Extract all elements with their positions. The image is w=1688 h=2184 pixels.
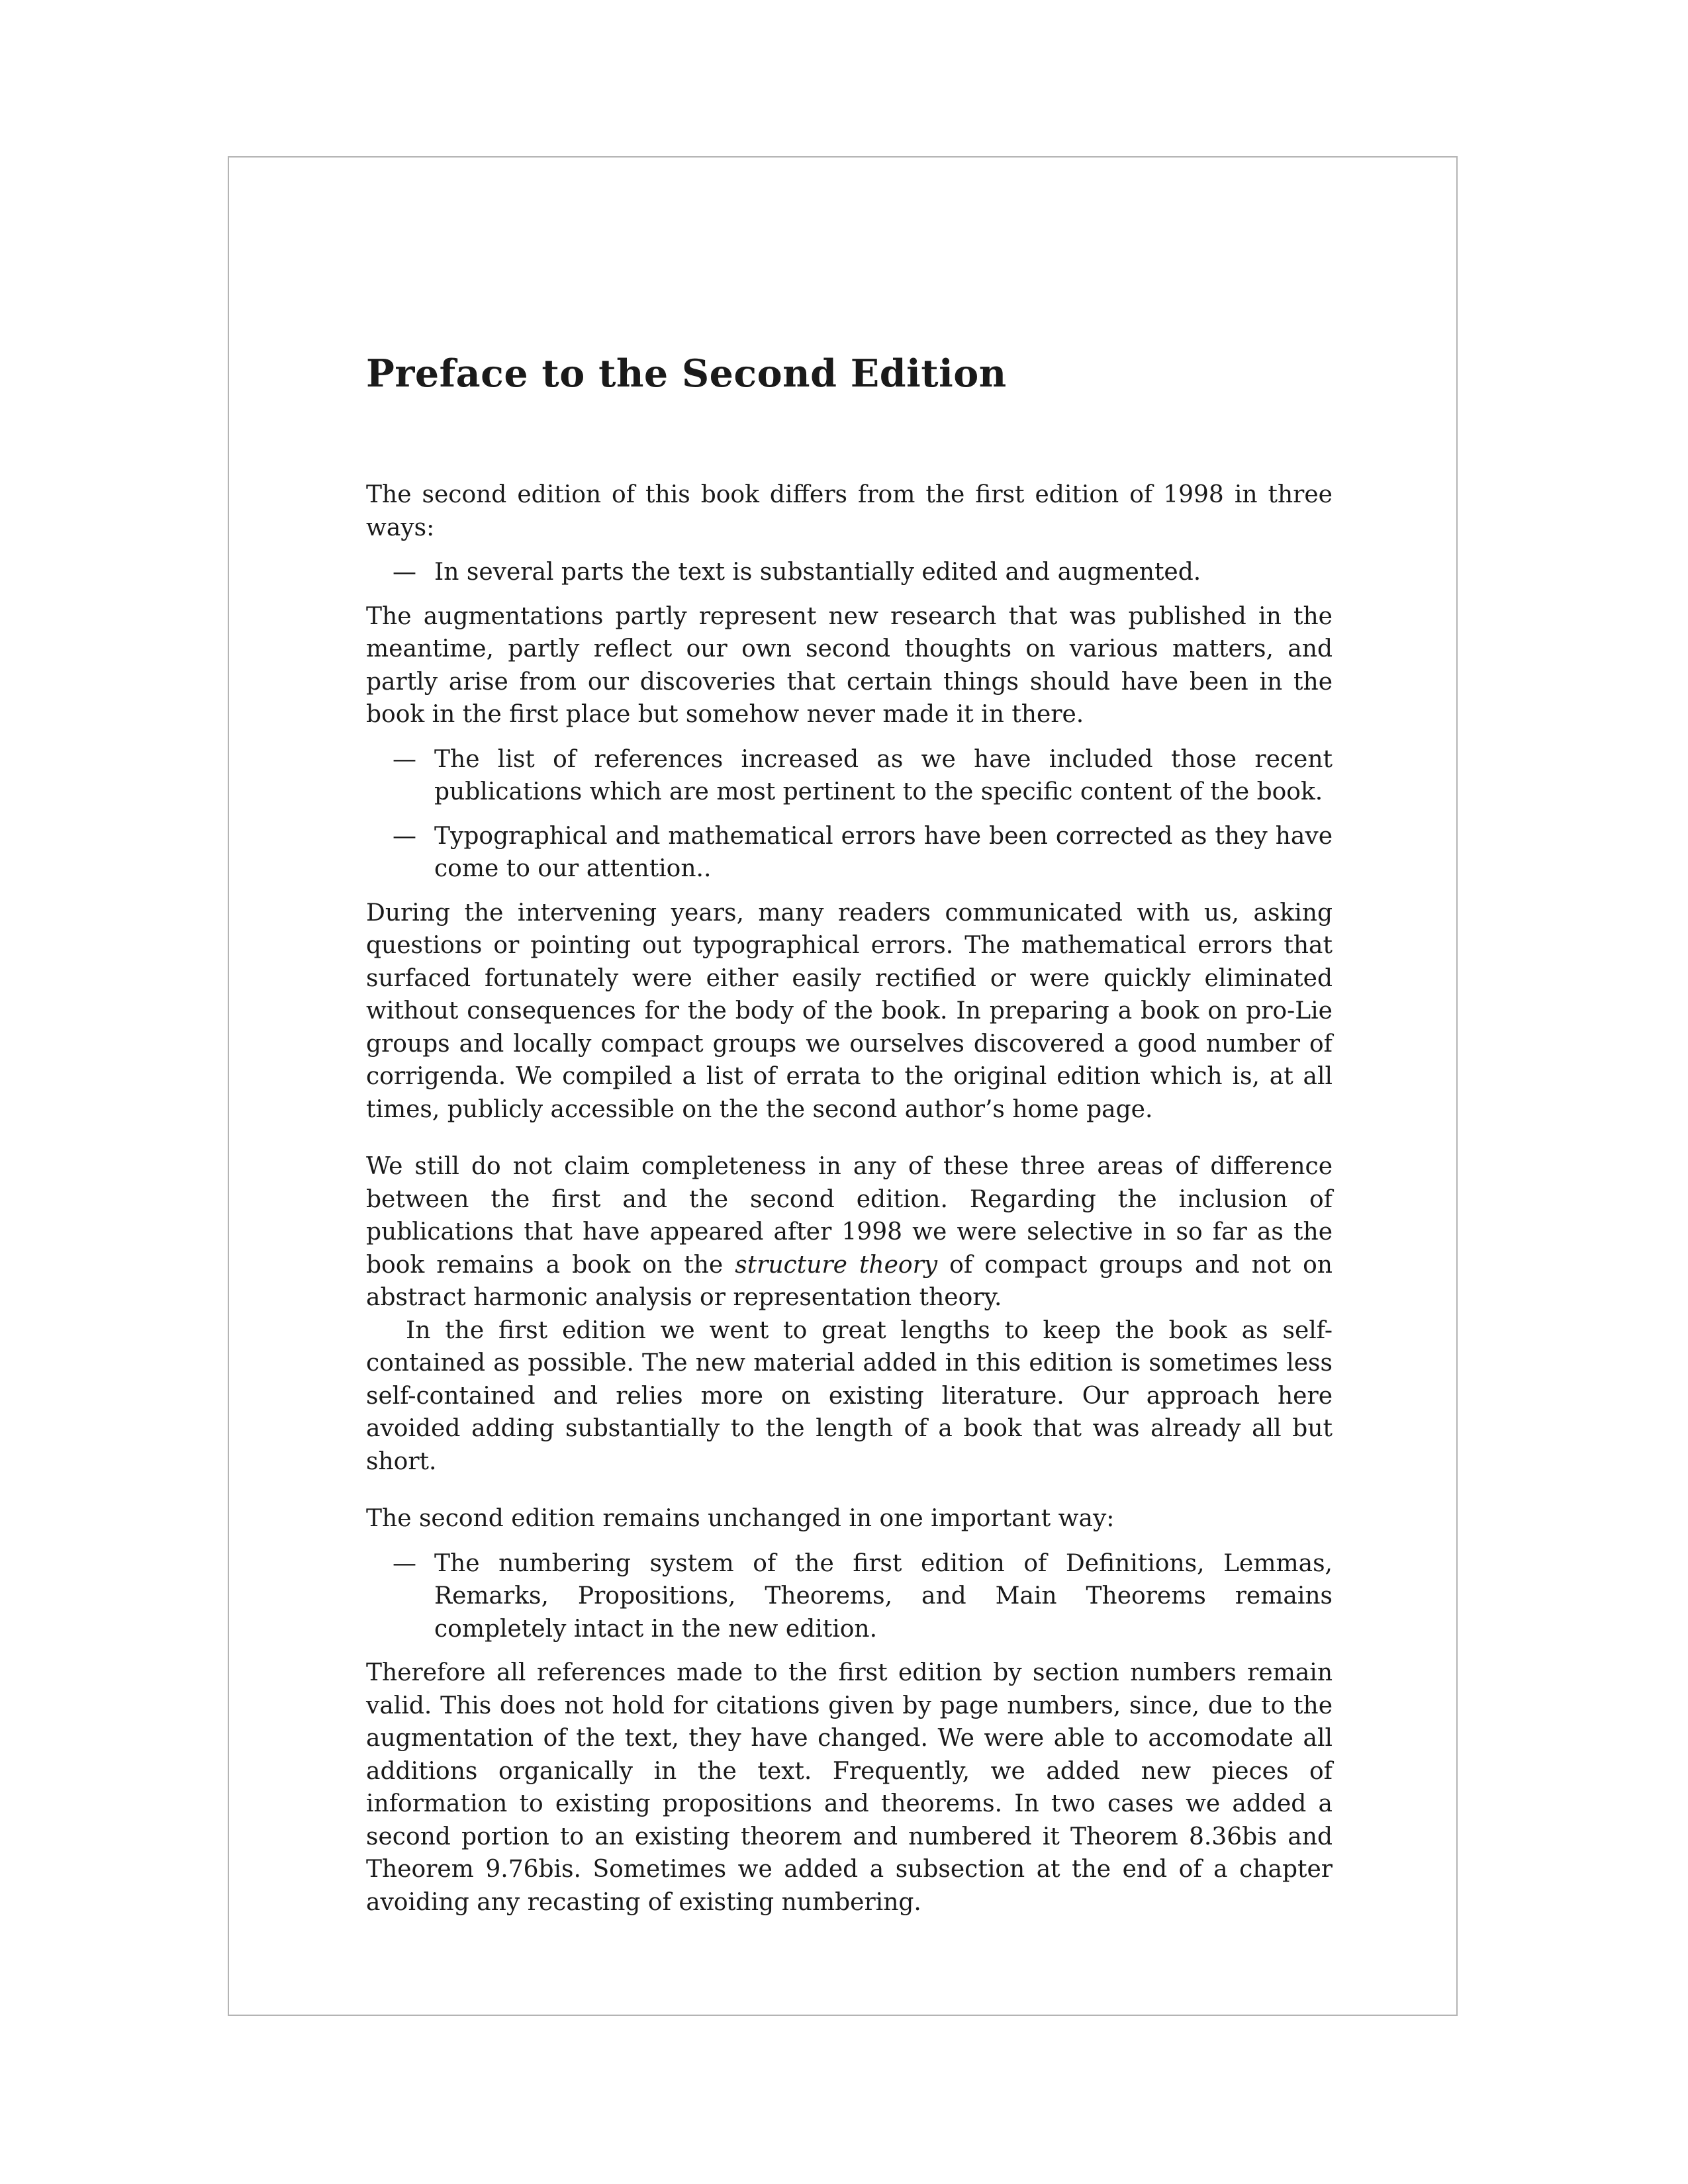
dash-bullet: — — [393, 822, 416, 850]
list-item — [366, 556, 1333, 589]
dash-bullet: — — [393, 559, 416, 586]
list-item-text: Typographical and mathematical errors have been corrected as they have come to our attention.. — [434, 822, 1333, 882]
references-paragraph: Therefore all references made to the first edition by section numbers remain valid. This does not hold for citations given by page numbers, since, due to the augmentation of the text, they have changed. We were able to accomodate all additions organically in the text. Frequently, we added new pieces of information to existing propositions and theorems. In two cases we added a second portion to an existing theorem and numbered it Theorem 8.36bis and Theorem 9.76bis. Sometimes we added a subsection at the end of a chapter avoiding any recasting of existing numbering. — [366, 1659, 1333, 1916]
page-title: Preface to the Second Edition — [366, 351, 1007, 396]
list-item — [366, 820, 1333, 886]
difference-list-2 — [366, 743, 1333, 886]
unchanged-paragraph: The second edition remains unchanged in one important way: — [366, 1505, 1115, 1532]
completeness-text-end: of compact groups and not on abstract harmonic analysis or representation theory. — [366, 1251, 1333, 1311]
list-item-text: The numbering system of the first edition of Definitions, Lemmas, Remarks, Propositions, Theorems, and Main Theorems remains completely intact in the new edition. — [434, 1549, 1333, 1643]
list-item — [366, 1547, 1333, 1646]
emphasis-structure-theory: structure theory — [735, 1251, 938, 1279]
unchanged-list — [366, 1547, 1333, 1646]
completeness-text-start: We still do not claim completeness in any of these three areas of difference between the first and the second edition. Regarding the inclusion of publications that have appeared after 1998 we were selective in so far as the book remains a book on the — [366, 1153, 1333, 1279]
readers-paragraph: During the intervening years, many readers communicated with us, asking questions or pointing out typographical errors. The mathematical errors that surfaced fortunately were either easily rectified or were quickly eliminated without consequences for the body of the book. In preparing a book on pro-Lie groups and locally compact groups we ourselves discovered a good number of corrigenda. We compiled a list of errata to the original edition which is, at all times, publicly accessible on the the second author’s home page. — [366, 899, 1333, 1123]
list-item-text: The list of references increased as we have included those recent publications which are most pertinent to the specific content of the book. — [434, 745, 1333, 805]
dash-bullet: — — [393, 1549, 416, 1577]
difference-list-1 — [366, 556, 1333, 589]
dash-bullet: — — [393, 745, 416, 773]
page-content — [366, 351, 1333, 1919]
completeness-paragraph — [366, 1150, 1333, 1314]
augmentation-paragraph: The augmentations partly represent new research that was published in the meantime, partly reflect our own second thoughts on various matters, and partly arise from our discoveries that certain things should have been in the book in the first place but somehow never made it in there. — [366, 602, 1333, 728]
first-edition-paragraph: In the first edition we went to great lengths to keep the book as self-contained as possible. The new material added in this edition is sometimes less self-contained and relies more on existing literature. Our approach here avoided adding substantially to the length of a book that was already all but short. — [366, 1316, 1333, 1475]
list-item — [366, 743, 1333, 809]
list-item-text: In several parts the text is substantially edited and augmented. — [434, 559, 1201, 586]
intro-paragraph: The second edition of this book differs from the first edition of 1998 in three ways: — [366, 481, 1333, 541]
